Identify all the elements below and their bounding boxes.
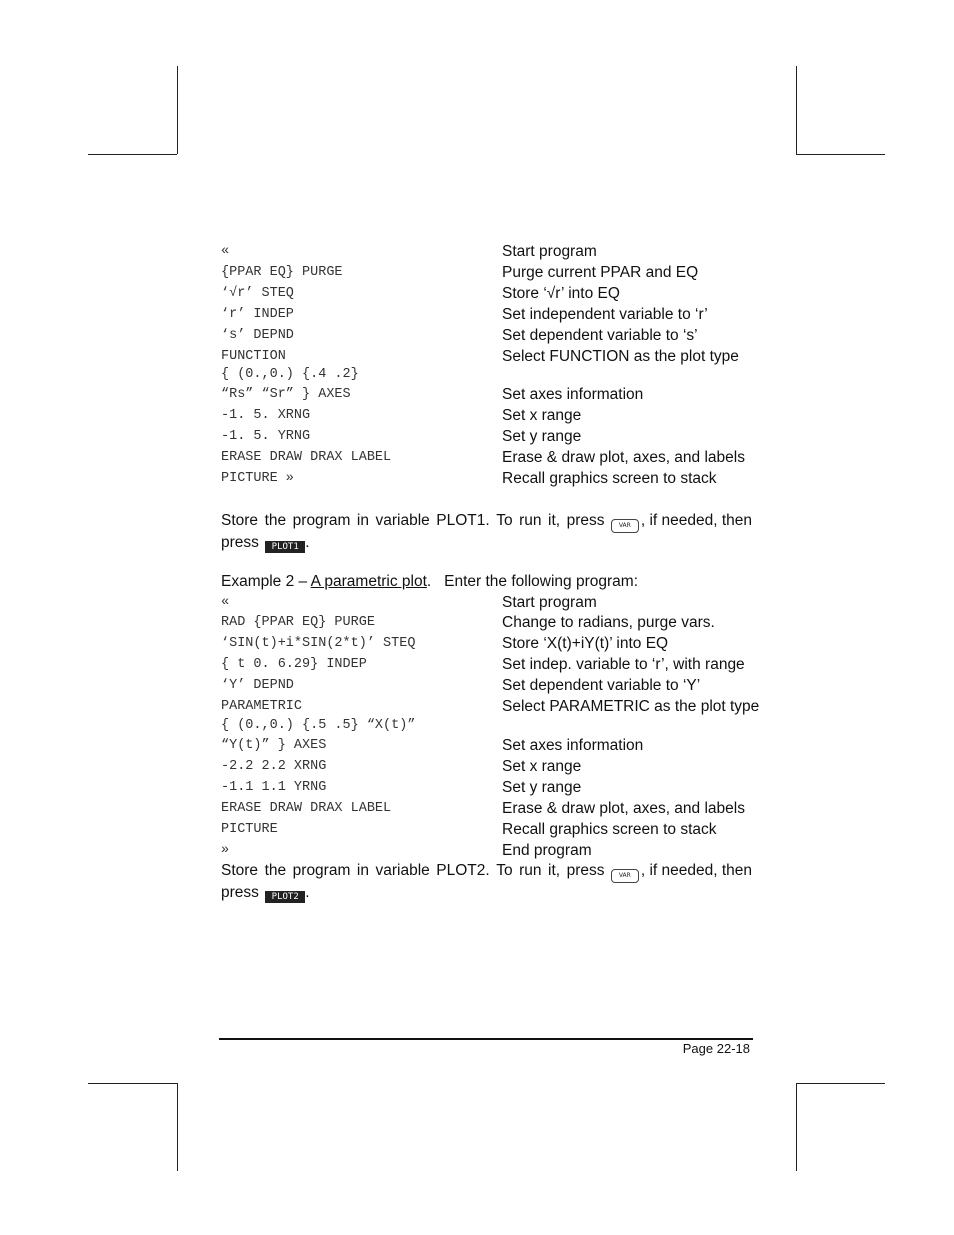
example2-code-line: { t 0. 6.29} INDEP [221, 657, 367, 672]
word: the [264, 862, 287, 879]
example1-desc-line: Set axes information [502, 386, 644, 403]
word: it, [548, 862, 561, 879]
example2-code-line: PARAMETRIC [221, 699, 303, 714]
example1-code-line: ERASE DRAW DRAX LABEL [221, 450, 392, 465]
word: PLOT2. [436, 862, 490, 879]
example1-store-paragraph [221, 511, 752, 553]
word: in [356, 512, 369, 529]
example2-desc-line: Start program [502, 594, 597, 611]
word: the [264, 512, 287, 529]
word: program [292, 862, 351, 879]
example1-desc-line: Start program [502, 243, 597, 260]
word: press [221, 884, 259, 901]
word: press [566, 862, 605, 879]
word: program [292, 512, 351, 529]
example2-desc-line: Select PARAMETRIC as the plot type [502, 698, 760, 715]
example2-desc-line: Store ‘X(t)+iY(t)’ into EQ [502, 635, 669, 652]
example1-code-line: {PPAR EQ} PURGE [221, 265, 343, 280]
press-with-key [567, 861, 752, 883]
example2-code-line: ‘Y’ DEPND [221, 678, 294, 693]
crop-mark-top-right-horizontal [796, 154, 885, 155]
crop-mark-top-left-vertical [177, 66, 178, 154]
example1-desc-line: Set dependent variable to ‘s’ [502, 327, 698, 344]
example1-code-line: FUNCTION [221, 349, 286, 364]
example2-desc-line: Set indep. variable to ‘r’, with range [502, 656, 745, 673]
example2-store-paragraph [221, 861, 752, 903]
var-key-icon: VAR [611, 869, 639, 883]
example1-desc-line: Erase & draw plot, axes, and labels [502, 449, 745, 466]
example2-desc-line: Change to radians, purge vars. [502, 614, 715, 631]
example1-code-line: « [221, 244, 230, 259]
example1-code-line: ‘r’ INDEP [221, 307, 294, 322]
example2-code-line: « [221, 595, 230, 610]
word: Store [221, 862, 259, 879]
example1-code-line: ‘s’ DEPND [221, 328, 294, 343]
word: run [519, 512, 542, 529]
word: . [305, 884, 310, 901]
example2-desc-line: Set x range [502, 758, 582, 775]
word: . [305, 534, 310, 551]
example2-code-line: -1.1 1.1 YRNG [221, 780, 327, 795]
word: PLOT1. [436, 512, 490, 529]
page-number: Page 22-18 [682, 1041, 750, 1056]
example2-code-line: » [221, 843, 230, 858]
example2-desc-line: Recall graphics screen to stack [502, 821, 717, 838]
word: To [496, 862, 513, 879]
word: variable [375, 862, 430, 879]
example2-store-line2 [221, 883, 752, 903]
word: To [496, 512, 513, 529]
example1-code-line: “Rs” “Sr” } AXES [221, 387, 351, 402]
crop-mark-bottom-left-vertical [177, 1083, 178, 1171]
example2-code-line: PICTURE [221, 822, 278, 837]
example2-intro-pre: Example 2 – [221, 573, 311, 590]
example1-desc-line: Purge current PPAR and EQ [502, 264, 699, 281]
crop-mark-top-right-vertical [796, 66, 797, 154]
example1-desc-line: Set x range [502, 407, 582, 424]
word: it, [548, 512, 561, 529]
example2-code-line: { (0.,0.) {.5 .5} “X(t)” [221, 718, 416, 733]
crop-mark-bottom-right-horizontal [796, 1083, 885, 1084]
word: , if needed, then [640, 862, 752, 879]
example2-desc-line: Set y range [502, 779, 582, 796]
example2-code-line: ‘SIN(t)+i*SIN(2*t)’ STEQ [221, 636, 416, 651]
example2-code-line: ERASE DRAW DRAX LABEL [221, 801, 392, 816]
press-with-key [567, 511, 752, 533]
word: variable [375, 512, 430, 529]
example2-intro [221, 572, 752, 592]
word: Store [221, 512, 259, 529]
example2-desc-line: Set axes information [502, 737, 644, 754]
example1-store-line2 [221, 533, 752, 553]
example1-desc-line: Recall graphics screen to stack [502, 470, 717, 487]
example2-store-line [221, 861, 752, 883]
word: , if needed, then [640, 512, 752, 529]
example2-intro-post: . Enter the following program: [426, 573, 638, 590]
example1-desc-line: Set independent variable to ‘r’ [502, 306, 708, 323]
example2-desc-line: End program [502, 842, 592, 859]
plot2-softkey-icon: PLOT2 [265, 891, 305, 903]
example2-desc-line: Set dependent variable to ‘Y’ [502, 677, 701, 694]
word: run [519, 862, 542, 879]
example1-code-line: PICTURE » [221, 471, 294, 486]
crop-mark-bottom-left-horizontal [88, 1083, 177, 1084]
example1-desc-line: Select FUNCTION as the plot type [502, 348, 739, 365]
example2-code-line: RAD {PPAR EQ} PURGE [221, 615, 375, 630]
plot1-softkey-icon: PLOT1 [265, 541, 305, 553]
example1-code-line: ‘√r’ STEQ [221, 286, 294, 301]
crop-mark-bottom-right-vertical [796, 1083, 797, 1171]
example2-intro-link: A parametric plot [310, 573, 427, 590]
example1-desc-line: Set y range [502, 428, 582, 445]
footer-rule [219, 1038, 753, 1040]
word: in [356, 862, 369, 879]
example2-code-line: “Y(t)” } AXES [221, 738, 327, 753]
word: press [566, 512, 605, 529]
crop-mark-top-left-horizontal [88, 154, 177, 155]
word: press [221, 534, 259, 551]
example1-store-line [221, 511, 752, 533]
example2-code-line: -2.2 2.2 XRNG [221, 759, 327, 774]
example2-desc-line: Erase & draw plot, axes, and labels [502, 800, 745, 817]
example1-desc-line: Store ‘√r’ into EQ [502, 285, 620, 302]
var-key-icon: VAR [611, 519, 639, 533]
example1-code-line: -1. 5. YRNG [221, 429, 311, 444]
example1-code-line: -1. 5. XRNG [221, 408, 311, 423]
example1-code-line: { (0.,0.) {.4 .2} [221, 367, 359, 382]
